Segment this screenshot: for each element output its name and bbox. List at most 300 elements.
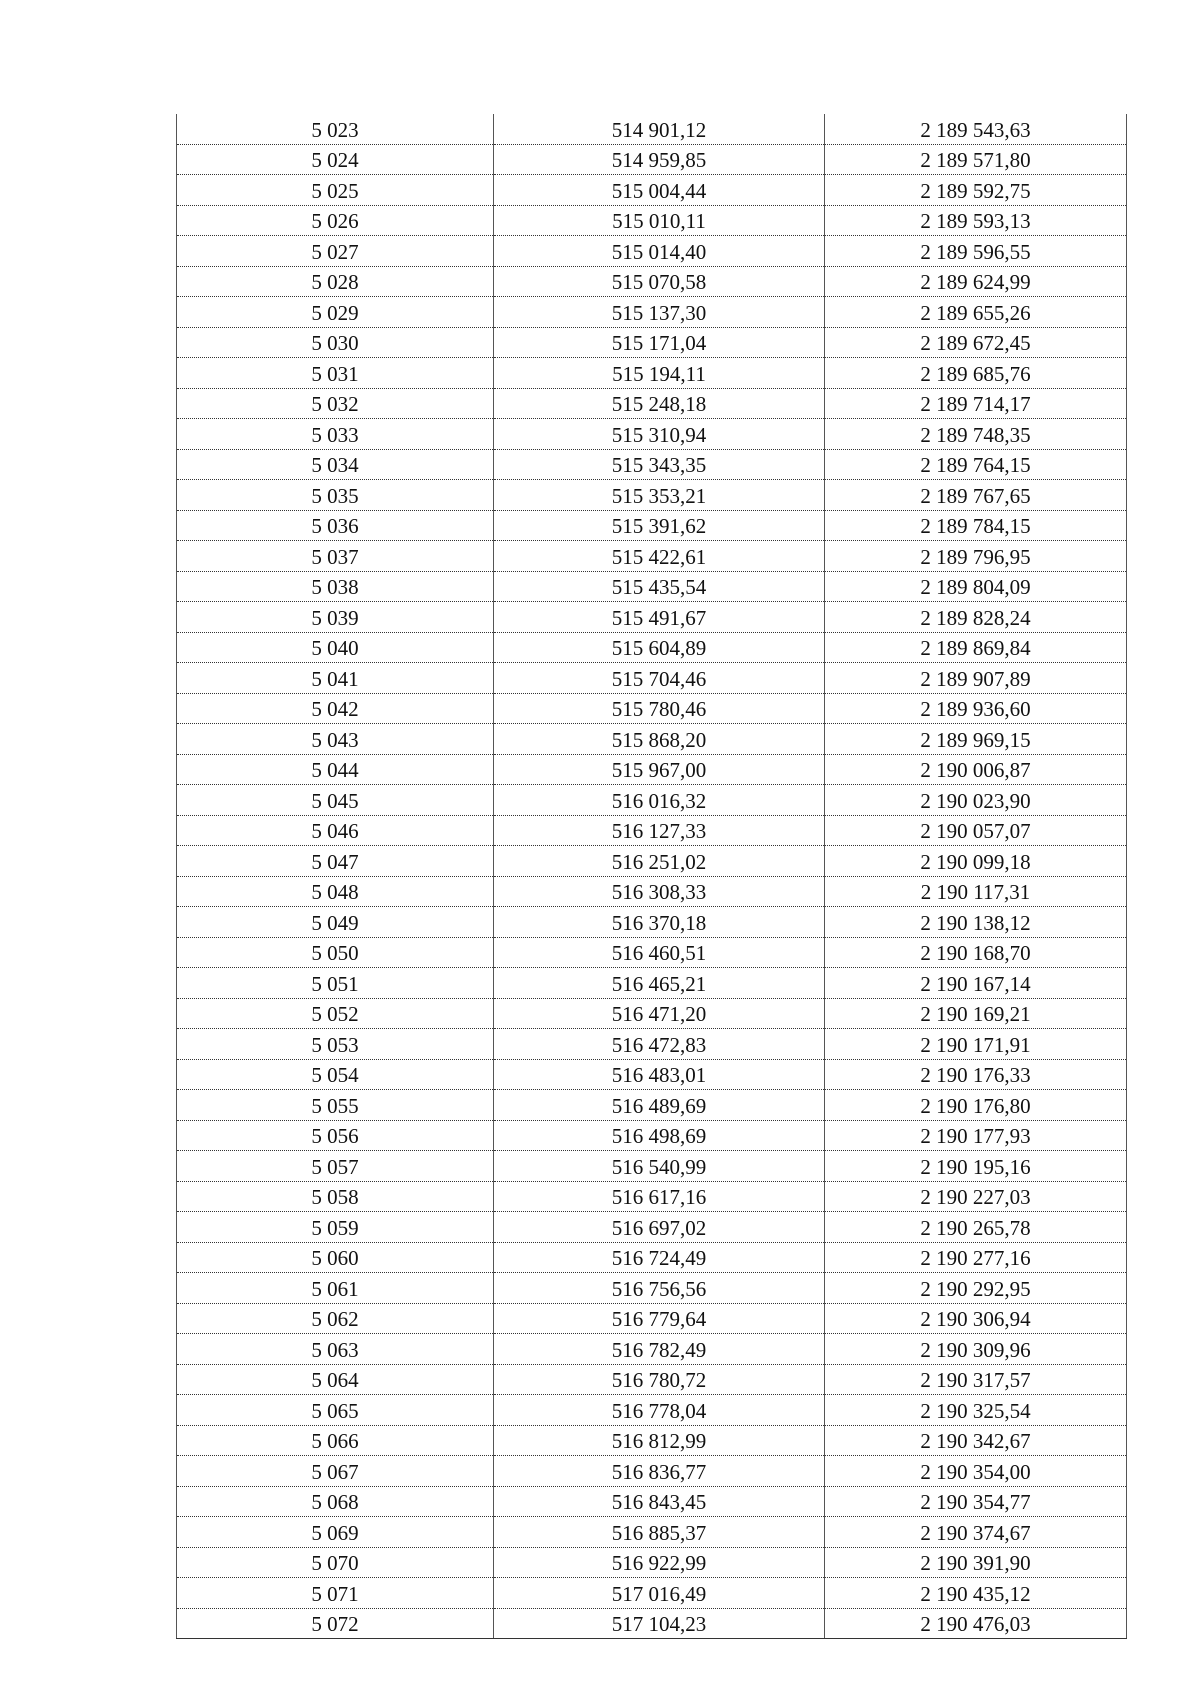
y-coordinate-cell (825, 175, 1127, 206)
point-number-text: 5 071 (311, 1581, 359, 1606)
y-coordinate-text: 2 190 167,14 (920, 971, 1031, 996)
point-number-text: 5 048 (311, 880, 359, 904)
y-coordinate-text: 2 189 784,15 (920, 514, 1031, 538)
x-coordinate-cell (494, 1029, 825, 1060)
x-coordinate-cell (494, 1273, 825, 1304)
y-coordinate-text: 2 189 748,35 (920, 422, 1031, 447)
table-row (177, 937, 1127, 968)
point-number-text: 5 027 (311, 239, 359, 264)
point-number-text: 5 025 (311, 178, 359, 203)
table-row (177, 1212, 1127, 1243)
y-coordinate-text: 2 190 277,16 (920, 1246, 1031, 1270)
point-number-text: 5 043 (311, 727, 359, 752)
y-coordinate-cell (825, 327, 1127, 358)
y-coordinate-cell (825, 1181, 1127, 1212)
point-number-cell (177, 1456, 494, 1487)
point-number-text: 5 032 (311, 392, 359, 416)
x-coordinate-cell (494, 388, 825, 419)
x-coordinate-cell (494, 175, 825, 206)
point-number-cell (177, 1181, 494, 1212)
point-number-text: 5 052 (311, 1002, 359, 1026)
y-coordinate-cell (825, 541, 1127, 572)
x-coordinate-text: 516 782,49 (611, 1337, 707, 1362)
y-coordinate-cell (825, 419, 1127, 450)
y-coordinate-text: 2 190 391,90 (920, 1551, 1031, 1575)
point-number-text: 5 070 (311, 1551, 359, 1575)
point-number-cell (177, 388, 494, 419)
table-row (177, 693, 1127, 724)
y-coordinate-cell (825, 1242, 1127, 1273)
y-coordinate-text: 2 190 265,78 (920, 1215, 1031, 1240)
x-coordinate-text: 515 343,35 (611, 453, 707, 477)
point-number-cell (177, 449, 494, 480)
table-row (177, 114, 1127, 144)
y-coordinate-cell (825, 846, 1127, 877)
y-coordinate-text: 2 190 317,57 (920, 1368, 1031, 1392)
table-row (177, 480, 1127, 511)
y-coordinate-cell (825, 1547, 1127, 1578)
x-coordinate-text: 516 489,69 (611, 1093, 707, 1118)
x-coordinate-text: 516 617,16 (611, 1185, 707, 1209)
table-row (177, 327, 1127, 358)
point-number-text: 5 030 (311, 331, 359, 355)
x-coordinate-cell (494, 815, 825, 846)
point-number-cell (177, 1334, 494, 1365)
y-coordinate-cell (825, 1486, 1127, 1517)
x-coordinate-text: 516 308,33 (611, 880, 707, 904)
y-coordinate-text: 2 189 672,45 (920, 331, 1031, 355)
coordinates-table (176, 114, 1127, 1639)
x-coordinate-cell (494, 876, 825, 907)
table-row (177, 419, 1127, 450)
y-coordinate-cell (825, 480, 1127, 511)
x-coordinate-text: 516 780,72 (611, 1368, 707, 1392)
x-coordinate-cell (494, 114, 825, 144)
y-coordinate-cell (825, 297, 1127, 328)
y-coordinate-text: 2 190 023,90 (920, 788, 1031, 813)
x-coordinate-text: 516 812,99 (611, 1429, 707, 1453)
x-coordinate-cell (494, 998, 825, 1029)
y-coordinate-cell (825, 1456, 1127, 1487)
x-coordinate-text: 516 885,37 (611, 1520, 707, 1545)
y-coordinate-cell (825, 1517, 1127, 1548)
x-coordinate-cell (494, 1059, 825, 1090)
x-coordinate-text: 515 310,94 (611, 422, 707, 447)
x-coordinate-cell (494, 480, 825, 511)
x-coordinate-text: 516 472,83 (611, 1032, 707, 1057)
table-row (177, 998, 1127, 1029)
y-coordinate-text: 2 189 655,26 (920, 300, 1031, 325)
y-coordinate-text: 2 189 592,75 (920, 178, 1031, 203)
x-coordinate-cell (494, 1486, 825, 1517)
table-row (177, 1059, 1127, 1090)
x-coordinate-text: 516 922,99 (611, 1551, 707, 1575)
point-number-text: 5 028 (311, 270, 359, 294)
y-coordinate-cell (825, 114, 1127, 144)
point-number-cell (177, 1547, 494, 1578)
y-coordinate-text: 2 190 057,07 (920, 819, 1031, 843)
y-coordinate-text: 2 190 325,54 (920, 1398, 1031, 1423)
y-coordinate-cell (825, 510, 1127, 541)
y-coordinate-text: 2 190 309,96 (920, 1337, 1031, 1362)
x-coordinate-cell (494, 205, 825, 236)
point-number-text: 5 044 (311, 758, 359, 782)
x-coordinate-cell (494, 1456, 825, 1487)
y-coordinate-text: 2 190 354,77 (920, 1490, 1031, 1514)
x-coordinate-cell (494, 510, 825, 541)
y-coordinate-cell (825, 815, 1127, 846)
table-row (177, 968, 1127, 999)
x-coordinate-cell (494, 1334, 825, 1365)
point-number-text: 5 040 (311, 636, 359, 660)
x-coordinate-cell (494, 449, 825, 480)
x-coordinate-text: 515 010,11 (612, 209, 706, 233)
y-coordinate-text: 2 189 714,17 (920, 392, 1031, 416)
x-coordinate-cell (494, 266, 825, 297)
y-coordinate-cell (825, 388, 1127, 419)
table-row (177, 175, 1127, 206)
x-coordinate-text: 516 465,21 (611, 971, 707, 996)
y-coordinate-text: 2 190 292,95 (920, 1276, 1031, 1301)
point-number-cell (177, 815, 494, 846)
y-coordinate-cell (825, 724, 1127, 755)
x-coordinate-text: 515 248,18 (611, 392, 707, 416)
y-coordinate-cell (825, 144, 1127, 175)
y-coordinate-text: 2 190 354,00 (920, 1459, 1031, 1484)
x-coordinate-text: 516 778,04 (611, 1398, 707, 1423)
x-coordinate-text: 514 959,85 (611, 148, 707, 172)
x-coordinate-text: 516 127,33 (611, 819, 707, 843)
x-coordinate-text: 515 353,21 (611, 483, 707, 508)
x-coordinate-cell (494, 1608, 825, 1639)
x-coordinate-text: 516 836,77 (611, 1459, 707, 1484)
point-number-cell (177, 1059, 494, 1090)
point-number-text: 5 049 (311, 910, 359, 935)
x-coordinate-cell (494, 968, 825, 999)
x-coordinate-cell (494, 144, 825, 175)
point-number-cell (177, 663, 494, 694)
y-coordinate-text: 2 190 435,12 (920, 1581, 1031, 1606)
x-coordinate-cell (494, 541, 825, 572)
point-number-text: 5 023 (311, 117, 359, 142)
table-row (177, 1425, 1127, 1456)
x-coordinate-cell (494, 724, 825, 755)
point-number-text: 5 057 (311, 1154, 359, 1179)
y-coordinate-cell (825, 1608, 1127, 1639)
x-coordinate-cell (494, 419, 825, 450)
table-row (177, 236, 1127, 267)
x-coordinate-text: 515 014,40 (611, 239, 707, 264)
x-coordinate-text: 515 422,61 (611, 544, 707, 569)
table-row (177, 388, 1127, 419)
point-number-cell (177, 1090, 494, 1121)
y-coordinate-text: 2 189 936,60 (920, 697, 1031, 721)
table-row (177, 1303, 1127, 1334)
x-coordinate-text: 515 391,62 (611, 514, 707, 538)
table-row (177, 358, 1127, 389)
y-coordinate-cell (825, 632, 1127, 663)
point-number-cell (177, 480, 494, 511)
table-row (177, 602, 1127, 633)
point-number-text: 5 068 (311, 1490, 359, 1514)
y-coordinate-cell (825, 968, 1127, 999)
x-coordinate-text: 515 171,04 (611, 331, 707, 355)
table-row (177, 1608, 1127, 1639)
x-coordinate-cell (494, 1090, 825, 1121)
x-coordinate-text: 515 868,20 (611, 727, 707, 752)
table-row (177, 632, 1127, 663)
point-number-text: 5 053 (311, 1032, 359, 1057)
y-coordinate-text: 2 189 571,80 (920, 148, 1031, 172)
x-coordinate-cell (494, 1303, 825, 1334)
point-number-text: 5 024 (311, 148, 359, 172)
x-coordinate-text: 516 460,51 (611, 941, 707, 965)
point-number-text: 5 064 (311, 1368, 359, 1392)
x-coordinate-text: 516 471,20 (611, 1002, 707, 1026)
y-coordinate-cell (825, 1364, 1127, 1395)
point-number-cell (177, 785, 494, 816)
y-coordinate-cell (825, 1273, 1127, 1304)
point-number-text: 5 054 (311, 1063, 359, 1087)
table-row (177, 1578, 1127, 1609)
x-coordinate-text: 515 780,46 (611, 697, 707, 721)
point-number-cell (177, 144, 494, 175)
table-row (177, 1334, 1127, 1365)
y-coordinate-cell (825, 449, 1127, 480)
point-number-text: 5 036 (311, 514, 359, 538)
point-number-cell (177, 1578, 494, 1609)
y-coordinate-cell (825, 205, 1127, 236)
point-number-cell (177, 297, 494, 328)
point-number-cell (177, 541, 494, 572)
x-coordinate-cell (494, 602, 825, 633)
x-coordinate-cell (494, 1547, 825, 1578)
table-row (177, 541, 1127, 572)
point-number-text: 5 063 (311, 1337, 359, 1362)
table-row (177, 571, 1127, 602)
table-row (177, 1120, 1127, 1151)
table-row (177, 449, 1127, 480)
y-coordinate-text: 2 190 117,31 (920, 880, 1031, 904)
y-coordinate-cell (825, 1212, 1127, 1243)
y-coordinate-text: 2 190 176,80 (920, 1093, 1031, 1118)
x-coordinate-cell (494, 358, 825, 389)
x-coordinate-cell (494, 1425, 825, 1456)
point-number-cell (177, 998, 494, 1029)
table-row (177, 876, 1127, 907)
point-number-cell (177, 205, 494, 236)
y-coordinate-text: 2 190 227,03 (920, 1185, 1031, 1209)
y-coordinate-text: 2 189 907,89 (920, 666, 1031, 691)
y-coordinate-text: 2 190 306,94 (920, 1307, 1031, 1331)
table-row (177, 266, 1127, 297)
point-number-cell (177, 1120, 494, 1151)
x-coordinate-text: 516 697,02 (611, 1215, 707, 1240)
point-number-text: 5 039 (311, 605, 359, 630)
y-coordinate-text: 2 190 099,18 (920, 849, 1031, 874)
point-number-cell (177, 327, 494, 358)
x-coordinate-cell (494, 1151, 825, 1182)
y-coordinate-text: 2 189 624,99 (920, 270, 1031, 294)
point-number-cell (177, 236, 494, 267)
table-row (177, 1486, 1127, 1517)
point-number-text: 5 033 (311, 422, 359, 447)
y-coordinate-cell (825, 1578, 1127, 1609)
table-row (177, 1029, 1127, 1060)
y-coordinate-cell (825, 754, 1127, 785)
point-number-text: 5 062 (311, 1307, 359, 1331)
x-coordinate-text: 515 704,46 (611, 666, 707, 691)
table-row (177, 815, 1127, 846)
x-coordinate-text: 515 194,11 (612, 361, 706, 386)
point-number-text: 5 026 (311, 209, 359, 233)
x-coordinate-text: 516 016,32 (611, 788, 707, 813)
x-coordinate-cell (494, 327, 825, 358)
y-coordinate-text: 2 189 596,55 (920, 239, 1031, 264)
y-coordinate-text: 2 190 176,33 (920, 1063, 1031, 1087)
x-coordinate-cell (494, 1181, 825, 1212)
y-coordinate-cell (825, 1303, 1127, 1334)
point-number-cell (177, 693, 494, 724)
x-coordinate-text: 516 779,64 (611, 1307, 707, 1331)
point-number-text: 5 046 (311, 819, 359, 843)
y-coordinate-cell (825, 1029, 1127, 1060)
point-number-cell (177, 358, 494, 389)
y-coordinate-cell (825, 1059, 1127, 1090)
y-coordinate-text: 2 190 168,70 (920, 941, 1031, 965)
y-coordinate-cell (825, 998, 1127, 1029)
y-coordinate-cell (825, 358, 1127, 389)
table-row (177, 297, 1127, 328)
table-row (177, 1242, 1127, 1273)
point-number-text: 5 050 (311, 941, 359, 965)
table-row (177, 907, 1127, 938)
y-coordinate-text: 2 189 828,24 (920, 605, 1031, 630)
point-number-text: 5 067 (311, 1459, 359, 1484)
y-coordinate-cell (825, 937, 1127, 968)
table-row (177, 1517, 1127, 1548)
point-number-text: 5 037 (311, 544, 359, 569)
y-coordinate-cell (825, 1334, 1127, 1365)
point-number-cell (177, 968, 494, 999)
x-coordinate-text: 515 967,00 (611, 758, 707, 782)
y-coordinate-text: 2 189 869,84 (920, 636, 1031, 660)
x-coordinate-cell (494, 907, 825, 938)
x-coordinate-cell (494, 663, 825, 694)
x-coordinate-cell (494, 1517, 825, 1548)
point-number-cell (177, 1486, 494, 1517)
table-row (177, 1547, 1127, 1578)
point-number-cell (177, 1303, 494, 1334)
y-coordinate-text: 2 190 138,12 (920, 910, 1031, 935)
x-coordinate-cell (494, 236, 825, 267)
y-coordinate-text: 2 189 593,13 (920, 209, 1031, 233)
point-number-cell (177, 907, 494, 938)
table-row (177, 1395, 1127, 1426)
x-coordinate-cell (494, 937, 825, 968)
point-number-cell (177, 510, 494, 541)
y-coordinate-text: 2 190 171,91 (920, 1032, 1031, 1057)
x-coordinate-text: 515 004,44 (611, 178, 707, 203)
point-number-cell (177, 846, 494, 877)
y-coordinate-text: 2 190 342,67 (920, 1429, 1031, 1453)
y-coordinate-cell (825, 1120, 1127, 1151)
y-coordinate-text: 2 189 969,15 (920, 727, 1031, 752)
y-coordinate-cell (825, 907, 1127, 938)
y-coordinate-cell (825, 693, 1127, 724)
point-number-cell (177, 1151, 494, 1182)
y-coordinate-text: 2 189 764,15 (920, 453, 1031, 477)
x-coordinate-text: 516 370,18 (611, 910, 707, 935)
point-number-text: 5 042 (311, 697, 359, 721)
y-coordinate-cell (825, 1151, 1127, 1182)
point-number-text: 5 056 (311, 1124, 359, 1148)
x-coordinate-cell (494, 1242, 825, 1273)
y-coordinate-text: 2 190 476,03 (920, 1612, 1031, 1636)
point-number-text: 5 047 (311, 849, 359, 874)
y-coordinate-cell (825, 266, 1127, 297)
point-number-text: 5 034 (311, 453, 359, 477)
table-row (177, 846, 1127, 877)
point-number-text: 5 051 (311, 971, 359, 996)
point-number-text: 5 061 (311, 1276, 359, 1301)
y-coordinate-cell (825, 1395, 1127, 1426)
y-coordinate-text: 2 189 767,65 (920, 483, 1031, 508)
point-number-text: 5 029 (311, 300, 359, 325)
table-row (177, 205, 1127, 236)
point-number-cell (177, 632, 494, 663)
x-coordinate-text: 515 070,58 (611, 270, 707, 294)
point-number-cell (177, 1395, 494, 1426)
table-row (177, 785, 1127, 816)
x-coordinate-text: 515 604,89 (611, 636, 707, 660)
x-coordinate-cell (494, 571, 825, 602)
point-number-cell (177, 419, 494, 450)
x-coordinate-text: 516 724,49 (611, 1246, 707, 1270)
point-number-text: 5 041 (311, 666, 359, 691)
point-number-cell (177, 1517, 494, 1548)
y-coordinate-cell (825, 876, 1127, 907)
point-number-text: 5 038 (311, 575, 359, 599)
point-number-text: 5 035 (311, 483, 359, 508)
y-coordinate-cell (825, 1090, 1127, 1121)
point-number-cell (177, 1364, 494, 1395)
point-number-cell (177, 724, 494, 755)
point-number-cell (177, 602, 494, 633)
point-number-cell (177, 114, 494, 144)
x-coordinate-cell (494, 846, 825, 877)
x-coordinate-cell (494, 1120, 825, 1151)
y-coordinate-text: 2 189 804,09 (920, 575, 1031, 599)
x-coordinate-text: 516 483,01 (611, 1063, 707, 1087)
y-coordinate-cell (825, 785, 1127, 816)
point-number-text: 5 060 (311, 1246, 359, 1270)
x-coordinate-text: 514 901,12 (611, 117, 707, 142)
point-number-cell (177, 1425, 494, 1456)
x-coordinate-text: 517 016,49 (611, 1581, 707, 1606)
point-number-cell (177, 571, 494, 602)
y-coordinate-text: 2 190 195,16 (920, 1154, 1031, 1179)
point-number-text: 5 069 (311, 1520, 359, 1545)
point-number-text: 5 072 (311, 1612, 359, 1636)
point-number-cell (177, 266, 494, 297)
x-coordinate-cell (494, 632, 825, 663)
x-coordinate-text: 516 251,02 (611, 849, 707, 874)
x-coordinate-text: 517 104,23 (611, 1612, 707, 1636)
point-number-text: 5 065 (311, 1398, 359, 1423)
x-coordinate-cell (494, 754, 825, 785)
x-coordinate-cell (494, 785, 825, 816)
